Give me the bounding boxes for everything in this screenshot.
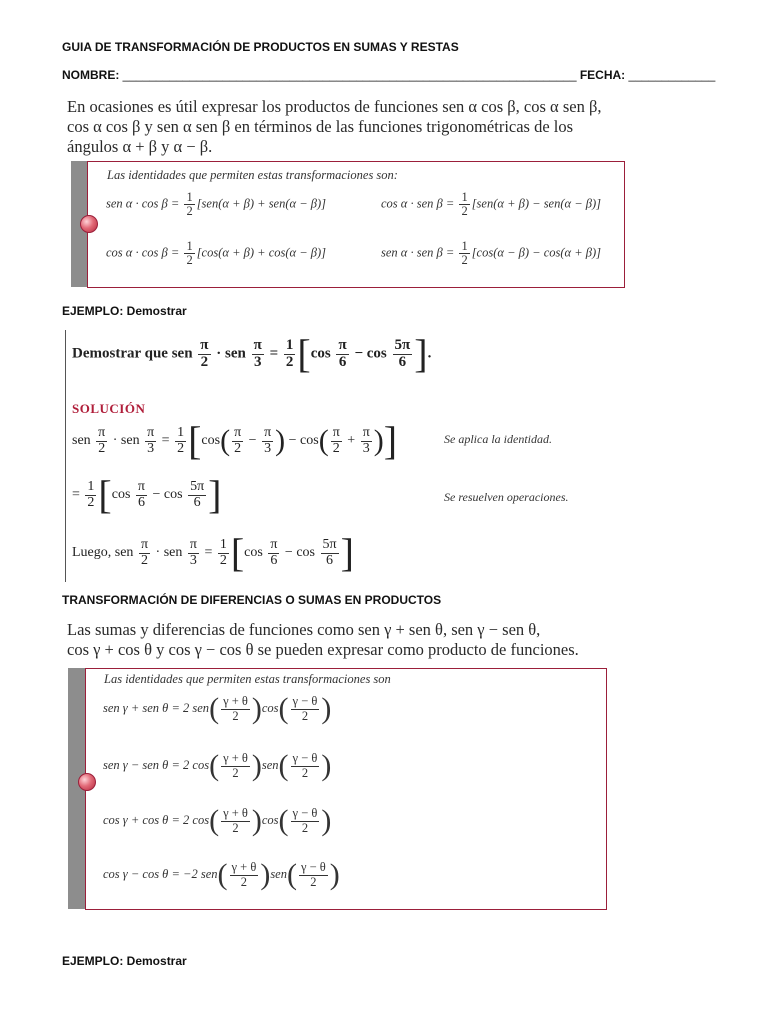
solution-conclusion: Luego, sen $\frac{\pi}{2}$ · sen $\frac{\pi}{3}$ = $\frac{1}{2}$ [cos $\frac{\pi}{6}$ − cos $\frac{5\pi}{6}$ ] xyxy=(72,530,354,575)
intro-line: Las sumas y diferencias de funciones como sen γ + sen θ, sen γ − sen θ, xyxy=(67,620,541,639)
box-caption: Las identidades que permiten estas transformaciones son: xyxy=(107,168,398,182)
example-margin-line xyxy=(65,330,66,582)
date-blank: _____________ xyxy=(628,68,716,82)
intro-line: cos α cos β y sen α sen β en términos de las funciones trigonométricas de los xyxy=(67,117,574,136)
identity-lhs: sen α · cos β = xyxy=(106,196,180,211)
fraction-half: $\frac{1}{2}$ xyxy=(186,239,193,268)
box-caption: Las identidades que permiten estas transformaciones son xyxy=(104,672,391,686)
section2-heading: TRANSFORMACIÓN DE DIFERENCIAS O SUMAS EN PRODUCTOS xyxy=(62,593,442,607)
identity-lhs: cos α · sen β = xyxy=(381,196,455,211)
section2-intro xyxy=(67,620,727,660)
fraction-half: $\frac{1}{2}$ xyxy=(461,239,468,268)
date-label: FECHA: xyxy=(579,68,626,82)
solution-heading: SOLUCIÓN xyxy=(72,401,146,416)
identity-diff-sen: sen γ − sen θ = 2 cos( $\frac{\gamma + \theta}{2}$ )sen( $\frac{\gamma - \theta}{2}$ ) xyxy=(103,749,332,782)
fraction-half: $\frac{1}{2}$ xyxy=(186,190,193,219)
identity-rhs: [cos(α + β) + cos(α − β)] xyxy=(196,245,327,260)
name-blank: ____________________________________________________________________ xyxy=(122,68,577,82)
fraction-half: $\frac{1}{2}$ xyxy=(461,190,468,219)
identity-cos-cos xyxy=(106,240,326,267)
identity-sen-cos xyxy=(106,191,326,218)
bullet-icon xyxy=(78,773,96,791)
identity-rhs: [sen(α + β) − sen(α − β)] xyxy=(471,196,602,211)
identity-sen-sen xyxy=(381,240,601,267)
example-label: EJEMPLO: Demostrar xyxy=(62,954,187,968)
name-field-row xyxy=(62,68,715,82)
solution-step-1: sen $\frac{\pi}{2}$ · sen $\frac{\pi}{3}$ = $\frac{1}{2}$ [cos( $\frac{\pi}{2}$ − $\frac{\pi}{3}$ ) − cos( $\frac{\pi}{2}$ + $\frac{\pi}{3}$ )] xyxy=(72,418,398,463)
example-label: EJEMPLO: Demostrar xyxy=(62,304,187,318)
identity-lhs: cos α · cos β = xyxy=(106,245,180,260)
solution-step-2: = $\frac{1}{2}$ [cos $\frac{\pi}{6}$ − cos $\frac{5\pi}{6}$ ] xyxy=(72,472,222,517)
identity-diff-cos: cos γ − cos θ = −2 sen( $\frac{\gamma + \theta}{2}$ )sen( $\frac{\gamma - \theta}{2}$ ) xyxy=(103,858,340,891)
identity-sum-sen: sen γ + sen θ = 2 sen( $\frac{\gamma + \theta}{2}$ )cos( $\frac{\gamma - \theta}{2}$ ) xyxy=(103,692,332,725)
solution-note-1: Se aplica la identidad. xyxy=(444,432,552,446)
identity-rhs: [cos(α − β) − cos(α + β)] xyxy=(471,245,602,260)
identity-rhs: [sen(α + β) + sen(α − β)] xyxy=(196,196,327,211)
intro-line: cos γ + cos θ y cos γ − cos θ se pueden expresar como producto de funciones. xyxy=(67,640,579,659)
name-label: NOMBRE: xyxy=(62,68,120,82)
section1-intro xyxy=(67,97,727,157)
intro-line: ángulos α + β y α − β. xyxy=(67,137,213,156)
bullet-icon xyxy=(80,215,98,233)
identity-lhs: sen α · sen β = xyxy=(381,245,455,260)
page-title: GUIA DE TRANSFORMACIÓN DE PRODUCTOS EN SUMAS Y RESTAS xyxy=(62,40,459,54)
intro-line: En ocasiones es útil expresar los productos de funciones sen α cos β, cos α sen β, xyxy=(67,97,602,116)
example-statement: Demostrar que sen $\frac{\pi}{2}$ · sen $\frac{\pi}{3}$ = $\frac{1}{2}$ [cos $\frac{\pi}{6}$ − cos $\frac{5\pi}{6}$ ]. xyxy=(72,331,432,376)
identity-sum-cos: cos γ + cos θ = 2 cos( $\frac{\gamma + \theta}{2}$ )cos( $\frac{\gamma - \theta}{2}$ ) xyxy=(103,804,332,837)
identity-cos-sen xyxy=(381,191,601,218)
solution-note-2: Se resuelven operaciones. xyxy=(444,490,569,504)
